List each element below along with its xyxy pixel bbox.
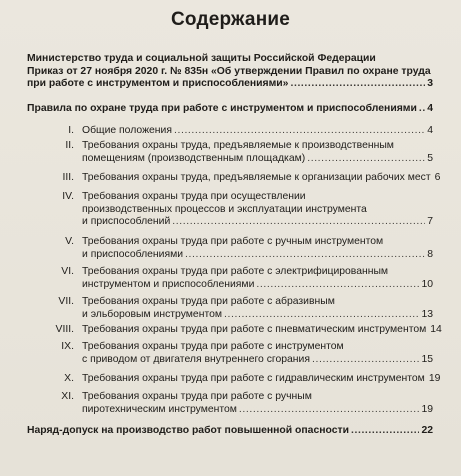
toc-entry-text: и приспособлениями [82, 248, 184, 260]
toc-entry-text: Требования охраны труда при работе с ручным [82, 391, 312, 402]
toc-entry-text: Требования охраны труда при осуществлении [82, 191, 306, 202]
toc-entry-text: Наряд-допуск на производство работ повышенной опасности [27, 425, 349, 436]
toc-entry-page-number: 19 [421, 403, 433, 415]
toc-entry-leader-line [82, 153, 433, 166]
toc-entry-numeral: VI. [61, 266, 74, 277]
toc-entry-text: и эльборовым инструментом [82, 308, 223, 320]
toc-entry-numeral: XI. [61, 391, 74, 402]
dot-leader [351, 425, 419, 438]
toc-entry-leader-line [82, 309, 433, 322]
dot-leader [419, 103, 425, 116]
toc-entry-numeral: I. [68, 125, 74, 136]
dot-leader [185, 249, 425, 262]
toc-entry-leader-line [82, 172, 441, 185]
toc-entry-text: Требования охраны труда при работе с ручным инструментом [82, 236, 384, 247]
toc-entry-page-number: 7 [427, 216, 433, 228]
toc-entry-leader-line [82, 354, 433, 367]
toc-entry-leader-line [82, 216, 433, 229]
toc-entry-page-number: 4 [427, 125, 433, 136]
toc-entry-numeral: VIII. [55, 324, 74, 335]
toc-entry-text: Требования охраны труда при работе с пневматическим инструментом [82, 324, 427, 335]
toc-entry-numeral: IV. [62, 191, 74, 202]
toc-entry-text: Требования охраны труда при работе с абразивным [82, 296, 335, 307]
toc-entry-page-number: 5 [427, 152, 433, 164]
toc-entry-leader-line [82, 324, 442, 337]
toc-entry-leader-line [82, 373, 441, 386]
toc-entry-text: с приводом от двигателя внутреннего сгорания [82, 353, 310, 365]
toc-entry-text: инструментом и приспособлениями [82, 278, 255, 290]
toc-entry-page-number: 4 [427, 103, 433, 114]
toc-entry-text: Приказ от 27 ноября 2020 г. № 835н «Об утверждении Правил по охране труда [27, 65, 431, 77]
toc-entry-text: пиротехническим инструментом [82, 403, 237, 415]
toc-entry-page-number: 14 [430, 324, 442, 335]
toc-entry-text: Требования охраны труда, предъявляемые к производственным [82, 140, 394, 151]
toc-entry-text: Требования охраны труда при работе с инструментом [82, 341, 344, 352]
toc-entry-numeral: X. [64, 373, 74, 384]
toc-entry-page-number: 22 [421, 425, 433, 436]
dot-leader [224, 309, 419, 322]
toc-entry-page-number: 8 [427, 248, 433, 260]
dot-leader [172, 216, 425, 229]
toc-entry-numeral: IX. [61, 341, 74, 352]
toc-entry-text: и приспособлений [82, 216, 171, 228]
toc-entry-page-number: 6 [434, 172, 441, 183]
toc-entry-page-number: 3 [427, 78, 433, 90]
toc-entry-numeral: V. [65, 236, 74, 247]
toc-entry-text: Требования охраны труда при работе с электрифицированным [82, 266, 389, 277]
toc-entry-text: Требования охраны труда, предъявляемые к организации рабочих мест [82, 172, 431, 183]
dot-leader [307, 153, 425, 166]
toc-entry-page-number: 15 [421, 353, 433, 365]
toc-entry-leader-line [82, 279, 433, 292]
dot-leader [174, 125, 425, 138]
toc-entry-leader-line [27, 78, 433, 91]
toc-entry-leader-line [82, 404, 433, 417]
toc-entry-text: Министерство труда и социальной защиты Российской Федерации [27, 53, 376, 64]
page-title: Содержание [170, 9, 291, 30]
dot-leader [256, 279, 419, 292]
toc-entry-page-number: 10 [421, 278, 433, 290]
toc-entry-text: при работе с инструментом и приспособлениями» [27, 78, 289, 90]
toc-entry-leader-line [82, 125, 433, 138]
toc-entry-page-number: 19 [428, 373, 441, 384]
toc-entry-numeral: II. [65, 140, 74, 151]
toc-entry-text: помещениям (производственным площадкам) [82, 152, 306, 164]
toc-entry-text: производственных процессов и эксплуатации инструмента [82, 203, 367, 215]
toc-entry-numeral: VII. [58, 296, 74, 307]
toc-entry-leader-line [27, 425, 433, 438]
toc-entry-leader-line [82, 249, 433, 262]
dot-leader [239, 404, 420, 417]
toc-entry-leader-line [27, 103, 433, 116]
toc-entry-text: Требования охраны труда при работе с гидравлическим инструментом [82, 373, 425, 384]
dot-leader [290, 78, 425, 91]
toc-entry-text: Правила по охране труда при работе с инструментом и приспособлениями [27, 103, 417, 114]
toc-entry-text: Общие положения [82, 125, 172, 136]
toc-entry-numeral: III. [62, 172, 74, 183]
dot-leader [312, 354, 419, 367]
toc-entry-page-number: 13 [421, 308, 433, 320]
